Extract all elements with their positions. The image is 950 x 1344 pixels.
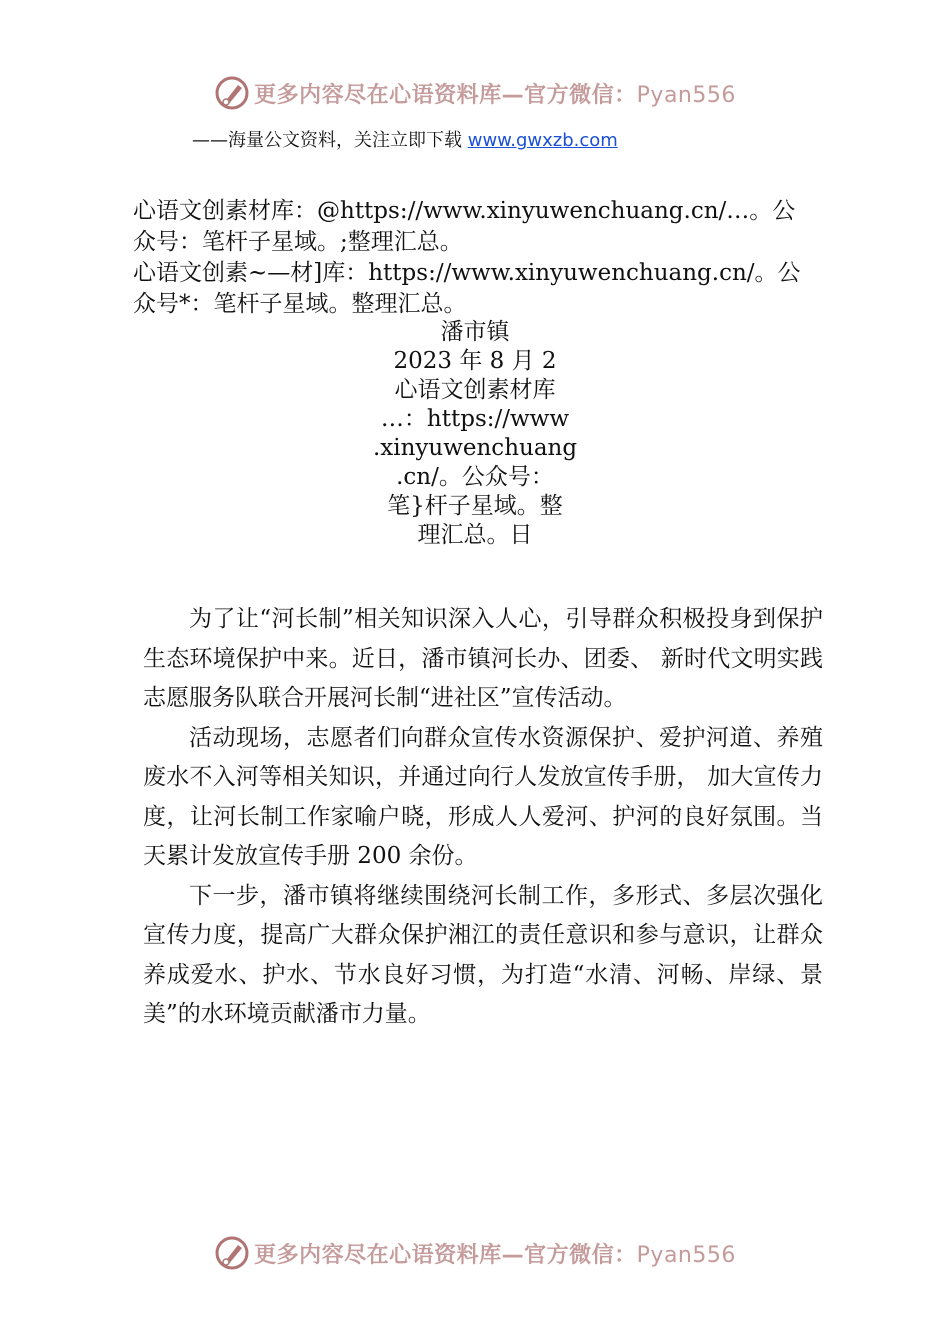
site-link[interactable]: www.gwxzb.com	[467, 130, 618, 151]
center-line: …：https://www	[380, 406, 570, 432]
pen-logo-icon	[214, 75, 250, 111]
center-line: 理汇总。日	[417, 522, 533, 548]
header-banner	[0, 71, 950, 115]
banner-wechat-id: Pyan556	[636, 1242, 736, 1268]
title-date-block	[0, 318, 950, 550]
source-line: 众号：笔杆子星域。;整理汇总。	[133, 229, 463, 255]
paragraph: 下一步，潘市镇将继续围绕河长制工作，多形式、多层次强化宣传力度，提高广大群众保护湘江的责任意识和参与意识，让群众养成爱水、护水、节水良好习惯，为打造“水清、河畅、岸绿、景美”的水环境贡献潘市力量。	[143, 882, 823, 1027]
paragraph: 活动现场，志愿者们向群众宣传水资源保护、爱护河道、养殖废水不入河等相关知识，并通过向行人发放宣传手册， 加大宣传力度，让河长制工作家喻户晓，形成人人爱河、护河的良好氛围。当天累计发放宣传手册 200 余份。	[143, 724, 823, 869]
source-notice	[133, 196, 833, 320]
center-line: 笔}杆子星域。整	[387, 493, 563, 519]
banner-wechat-id: Pyan556	[636, 82, 736, 108]
center-line: .xinyuwenchuang	[372, 435, 578, 461]
center-line: 心语文创素材库	[394, 377, 556, 403]
source-line: 心语文创素~—材]库：https://www.xinyuwenchuang.cn/。公	[133, 260, 801, 286]
source-line: 众号*：笔杆子星域。整理汇总。	[133, 291, 467, 317]
banner-text: 更多内容尽在心语资料库—官方微信：Pyan556	[254, 82, 736, 108]
banner-text: 更多内容尽在心语资料库—官方微信：Pyan556	[254, 1242, 736, 1268]
center-line: .cn/。公众号：	[396, 464, 554, 490]
source-line: 心语文创素材库：@https://www.xinyuwenchuang.cn/…。公	[133, 198, 796, 224]
pen-logo-icon	[214, 1235, 250, 1271]
paragraph: 为了让“河长制”相关知识深入人心，引导群众积极投身到保护生态环境保护中来。近日，潘市镇河长办、团委、 新时代文明实践志愿服务队联合开展河长制“进社区”宣传活动。	[143, 606, 823, 711]
article-body	[143, 600, 823, 1035]
download-note-text: ——海量公文资料，关注立即下载	[192, 130, 468, 151]
download-note	[192, 126, 618, 154]
footer-banner	[0, 1231, 950, 1275]
doc-date: 2023 年 8 月 2	[393, 348, 557, 374]
doc-title: 潘市镇	[440, 319, 510, 345]
